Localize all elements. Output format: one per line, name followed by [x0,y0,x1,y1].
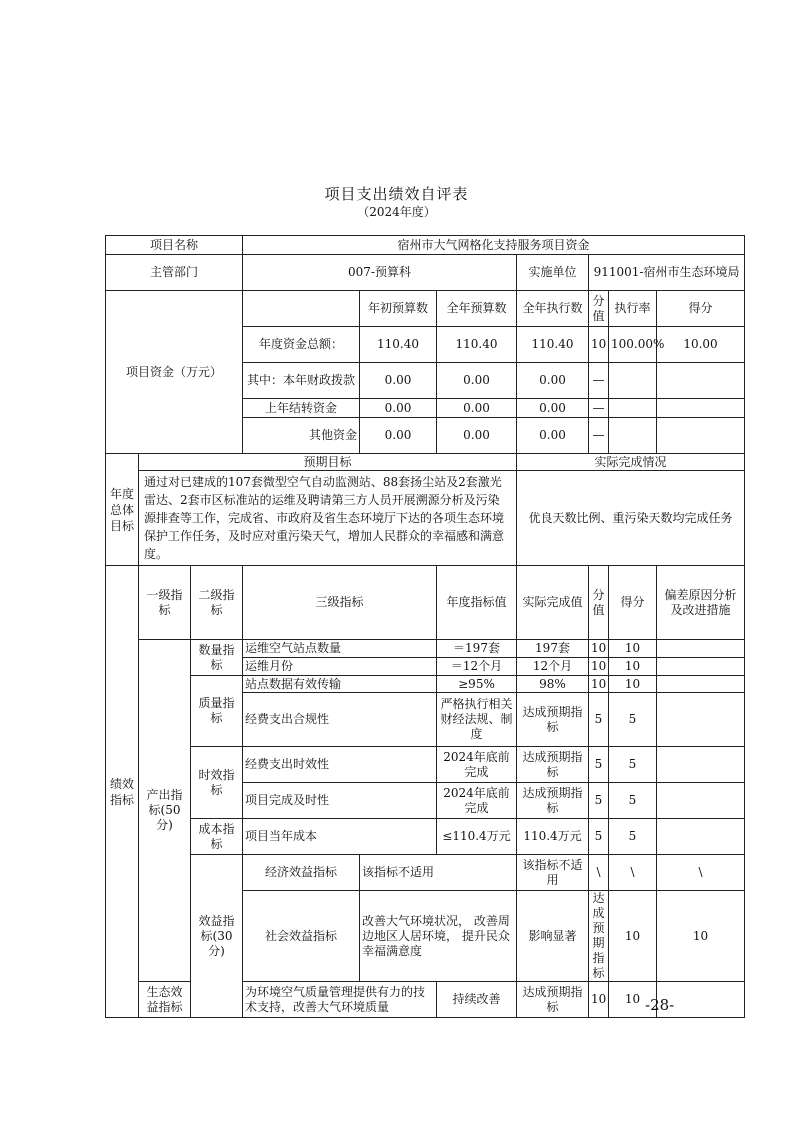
indicator-annual: 2024年底前完成 [437,783,517,819]
funds-row-score [657,363,745,399]
goals-expected-label: 预期目标 [139,454,517,471]
indicator-actual: 110.4万元 [517,819,589,855]
funds-row-executed: 0.00 [517,418,589,454]
funds-header-score: 得分 [657,291,745,327]
funds-row-score-value: — [589,418,609,454]
funds-row-rate [609,418,657,454]
goals-content-row [106,471,745,566]
benefit-level2: 生态效益指标 [139,982,191,1018]
funds-row-score-value: — [589,399,609,418]
indicator-deviation [657,658,745,676]
indicator-row [106,676,745,693]
funds-row-label: 年度资金总额： [243,327,360,363]
funds-row-score [657,399,745,418]
indicator-name: 运维空气站点数量 [243,640,437,658]
indicators-header-row [106,566,745,640]
funds-header-full: 全年预算数 [437,291,517,327]
indicator-actual: \ [589,855,609,891]
indicator-value: 5 [589,747,609,783]
indicator-name: 改善大气环境状况， 改善周边地区人居环境， 提升民众幸福满意度 [360,891,517,982]
project-name-value: 宿州市大气网格化支持服务项目资金 [243,236,745,255]
funds-row-initial: 0.00 [360,399,437,418]
funds-row-score: 10.00 [657,327,745,363]
page-title: 项目支出绩效自评表 [324,185,469,203]
indicator-score: 10 [609,982,657,1018]
indicator-annual: ＝197套 [437,640,517,658]
indicator-score: 5 [609,783,657,819]
time-label: 时效指标 [191,747,243,819]
unit-label: 实施单位 [517,255,589,291]
funds-row-rate [609,399,657,418]
unit-value: 911001-宿州市生态环境局 [589,255,745,291]
indicator-deviation [657,640,745,658]
benefit-label: 效益指标(30分) [191,855,243,1018]
indicator-score: 5 [609,747,657,783]
indicator-name: 经费支出时效性 [243,747,437,783]
indicator-name: 运维月份 [243,658,437,676]
indicator-deviation [657,819,745,855]
indicator-actual: 98% [517,676,589,693]
indicator-actual: 达成预期指标 [517,747,589,783]
ind-header-annual: 年度指标值 [437,566,517,640]
indicator-value: 5 [589,783,609,819]
indicator-name: 项目当年成本 [243,819,437,855]
indicator-row [106,855,745,891]
evaluation-table [105,235,745,1018]
funds-row-label: 上年结转资金 [243,399,360,418]
indicator-value: \ [609,855,657,891]
indicator-value: 5 [589,819,609,855]
project-name-label: 项目名称 [106,236,243,255]
ind-header-level2: 二级指标 [191,566,243,640]
indicator-value: 10 [589,658,609,676]
indicator-value: 5 [589,693,609,747]
funds-row-executed: 0.00 [517,399,589,418]
funds-header-executed: 全年执行数 [517,291,589,327]
funds-row-executed: 110.40 [517,327,589,363]
benefit-level2: 经济效益指标 [243,855,360,891]
indicator-deviation [657,693,745,747]
funds-header-blank [243,291,360,327]
funds-header-score-value: 分值 [589,291,609,327]
indicator-score: 10 [609,640,657,658]
funds-row-score-value: — [589,363,609,399]
project-name-row [106,236,745,255]
indicator-deviation [657,676,745,693]
funds-row-initial: 110.40 [360,327,437,363]
indicator-actual: 达成预期指标 [517,783,589,819]
indicator-name: 站点数据有效传输 [243,676,437,693]
quantity-label: 数量指标 [191,640,243,676]
indicator-actual: 达成预期指标 [589,891,609,982]
funds-row-full: 0.00 [437,418,517,454]
funds-header-row [106,291,745,327]
ind-header-deviation: 偏差原因分析及改进措施 [657,566,745,640]
page-subtitle: （2024年度） [357,205,436,219]
benefit-level2: 社会效益指标 [243,891,360,982]
indicator-row [106,640,745,658]
dept-value: 007-预算科 [243,255,517,291]
indicator-annual: 影响显著 [517,891,589,982]
indicator-deviation [657,747,745,783]
indicator-annual: 该指标不适用 [517,855,589,891]
funds-row-rate [609,363,657,399]
indicator-annual: ＝12个月 [437,658,517,676]
ind-header-level3: 三级指标 [243,566,437,640]
funds-row-score-value: 10 [589,327,609,363]
dept-row [106,255,745,291]
indicator-annual: 2024年底前完成 [437,747,517,783]
funds-row-full: 110.40 [437,327,517,363]
indicator-annual: 严格执行相关财经法规、制度 [437,693,517,747]
indicator-row [106,747,745,783]
funds-row-label: 其他资金 [243,418,360,454]
indicator-value: 10 [589,640,609,658]
goals-actual-label: 实际完成情况 [517,454,745,471]
indicator-actual: 12个月 [517,658,589,676]
ind-header-score: 得分 [609,566,657,640]
indicator-score: 10 [609,658,657,676]
indicator-value: 10 [589,982,609,1018]
indicator-name: 该指标不适用 [360,855,517,891]
indicator-annual: 持续改善 [437,982,517,1018]
indicator-actual: 达成预期指标 [517,693,589,747]
ind-header-level1: 一级指标 [139,566,191,640]
funds-row-label: 其中：本年财政拨款 [243,363,360,399]
indicator-name: 项目完成及时性 [243,783,437,819]
funds-row-full: 0.00 [437,399,517,418]
funds-header-rate: 执行率 [609,291,657,327]
page-number: -28- [645,996,675,1014]
dept-label: 主管部门 [106,255,243,291]
goals-section-label: 年度总体目标 [106,454,139,566]
indicator-name: 为环境空气质量管理提供有力的技术支持，改善大气环境质量 [243,982,437,1018]
funds-row-rate: 100.00% [609,327,657,363]
funds-row-score [657,418,745,454]
funds-label: 项目资金（万元） [106,291,243,454]
funds-row-executed: 0.00 [517,363,589,399]
indicator-annual: ≤110.4万元 [437,819,517,855]
quality-label: 质量指标 [191,676,243,747]
funds-row-initial: 0.00 [360,418,437,454]
indicator-row [106,819,745,855]
indicator-value: 10 [589,676,609,693]
goals-header-row [106,454,745,471]
indicator-score: 10 [609,676,657,693]
indicator-actual: 达成预期指标 [517,982,589,1018]
ind-header-actual: 实际完成值 [517,566,589,640]
funds-row-full: 0.00 [437,363,517,399]
output-label: 产出指标(50分) [139,640,191,982]
indicator-score: 5 [609,819,657,855]
cost-label: 成本指标 [191,819,243,855]
indicator-actual: 197套 [517,640,589,658]
indicators-section-label: 绩效指标 [106,566,139,1018]
indicator-name: 经费支出合规性 [243,693,437,747]
indicator-deviation [657,783,745,819]
indicator-score: \ [657,855,745,891]
funds-row-initial: 0.00 [360,363,437,399]
goals-actual-text: 优良天数比例、重污染天数均完成任务 [517,471,745,566]
ind-header-score-value: 分值 [589,566,609,640]
goals-expected-text: 通过对已建成的107套微型空气自动监测站、88套扬尘站及2套激光雷达、2套市区标准站的运维及聘请第三方人员开展溯源分析及污染源排查等工作，完成省、市政府及省生态环境厅下达的各项生态环境保护工作任务，及时应对重污染天气，增加人民群众的幸福感和满意度。 [139,471,517,566]
indicator-score: 10 [657,891,745,982]
indicator-annual: ≥95% [437,676,517,693]
indicator-value: 10 [609,891,657,982]
indicator-score: 5 [609,693,657,747]
funds-header-initial: 年初预算数 [360,291,437,327]
